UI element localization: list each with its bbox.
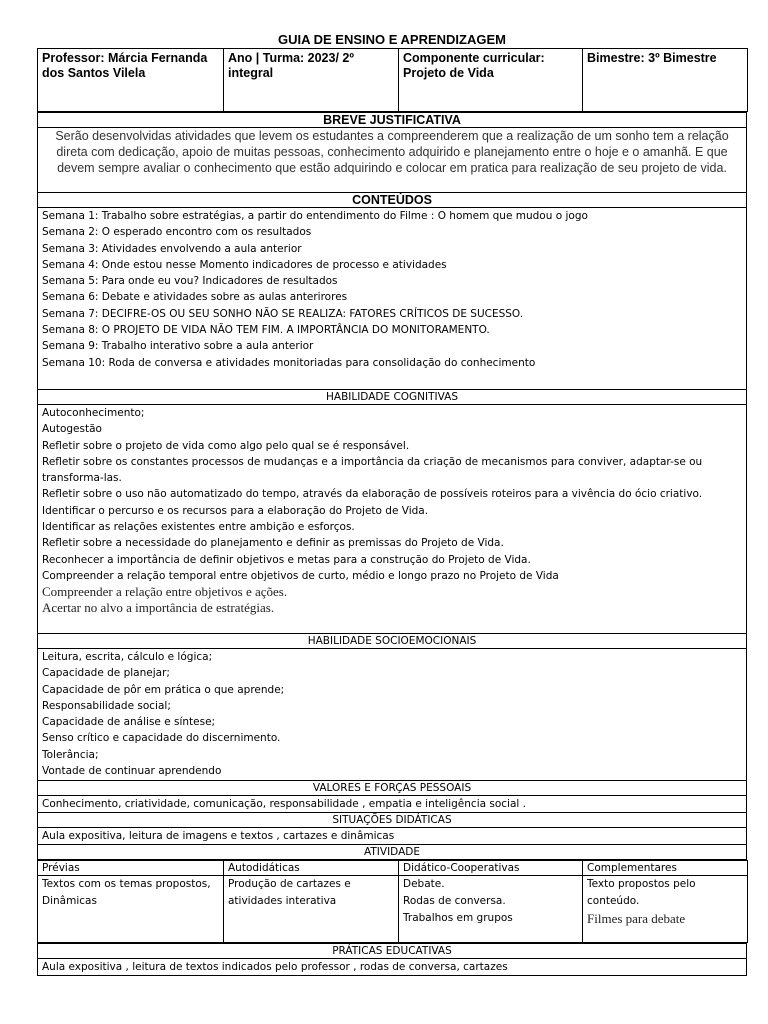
praticas-text: Aula expositiva , leitura de textos indicados pelo professor , rodas de conversa, cartazes xyxy=(38,959,747,976)
list-item: Refletir sobre os constantes processos de mudanças e a importância da criação de mecanismos para conviver, adaptar-se ou transforma-las. xyxy=(42,455,703,485)
list-item: Leitura, escrita, cálculo e lógica; xyxy=(42,651,213,663)
praticas-heading: PRÁTICAS EDUCATIVAS xyxy=(38,944,747,959)
habilidades-socioemocionais-heading: HABILIDADE SOCIOEMOCIONAIS xyxy=(38,634,747,649)
valores-text: Conhecimento, criatividade, comunicação, responsabilidade , empatia e inteligência social . xyxy=(38,796,747,813)
ano-turma-cell: Ano | Turma: 2023/ 2º integral xyxy=(224,49,399,112)
situacoes-text: Aula expositiva, leitura de imagens e textos , cartazes e dinâmicas xyxy=(38,828,747,845)
list-item: Semana 10: Roda de conversa e atividades monitoriadas para consolidação do conhecimento xyxy=(42,356,536,369)
list-item: Semana 1: Trabalho sobre estratégias, a partir do entendimento do Filme : O homem que mudou o jogo xyxy=(42,210,588,222)
valores-heading: VALORES E FORÇAS PESSOAIS xyxy=(38,781,747,796)
list-item: Tolerância; xyxy=(42,748,99,761)
list-item: Compreender a relação entre objetivos e ações. xyxy=(42,584,288,600)
habilidades-cognitivas-heading: HABILIDADE COGNITIVAS xyxy=(38,390,747,405)
list-item: Debate. xyxy=(403,878,445,890)
list-item: Rodas de conversa. xyxy=(403,895,506,907)
col-cooperativas: Didático-Cooperativas xyxy=(399,861,583,876)
list-item: Identificar as relações existentes entre ambição e esforços. xyxy=(42,521,355,534)
list-item: Refletir sobre o projeto de vida como algo pelo qual se é responsável. xyxy=(42,439,410,452)
list-item: Texto propostos pelo conteúdo. xyxy=(587,878,696,907)
list-item: Reconhecer a importância de definir objetivos e metas para a construção do Projeto de Vida. xyxy=(42,553,531,566)
main-table xyxy=(37,112,747,860)
document-title: GUIA DE ENSINO E APRENDIZAGEM xyxy=(277,32,506,47)
list-item: Autogestão xyxy=(42,423,102,436)
list-item: Semana 2: O esperado encontro com os resultados xyxy=(42,226,312,239)
praticas-table xyxy=(37,943,747,976)
componente-cell: Componente curricular: Projeto de Vida xyxy=(399,49,583,112)
conteudos-heading: CONTEÚDOS xyxy=(38,193,747,208)
list-item: Compreender a relação temporal entre objetivos de curto, médio e longo prazo no Projeto de Vida xyxy=(42,569,559,582)
list-item: Vontade de continuar aprendendo xyxy=(42,765,222,778)
list-item: Capacidade de planejar; xyxy=(42,667,170,680)
list-item: Filmes para debate xyxy=(587,911,686,926)
professor-cell: Professor: Márcia Fernanda dos Santos Vilela xyxy=(38,49,224,112)
bimestre-cell: Bimestre: 3º Bimestre xyxy=(583,49,748,112)
list-item: Identificar o percurso e os recursos para a elaboração do Projeto de Vida. xyxy=(42,504,429,517)
col-complementares: Complementares xyxy=(583,861,748,876)
header-table xyxy=(37,48,748,112)
list-item: Textos com os temas propostos, xyxy=(42,878,211,890)
list-item: Acertar no alvo a importância de estratégias. xyxy=(42,600,275,616)
list-item: Semana 7: DECIFRE-OS OU SEU SONHO NÃO SE REALIZA: FATORES CRÍTICOS DE SUCESSO. xyxy=(42,307,524,320)
list-item: Refletir sobre o uso não automatizado do tempo, através da elaboração de possíveis roteiros para a vivência do ócio criativo. xyxy=(42,488,703,501)
cooperativas-cell xyxy=(399,876,583,943)
list-item: Semana 3: Atividades envolvendo a aula anterior xyxy=(42,242,302,255)
justificativa-text: Serão desenvolvidas atividades que levem os estudantes a compreenderem que a realização de um sonho tem a relação direta com dedicação, apoio de muitas pessoas, conhecimento adquirido e planejamento entre o hoje e o amanhã. E que devem sempre avaliar o conhecimento que estão adquirindo e colocar em pratica para realização de seu projeto de vida. xyxy=(38,128,747,193)
list-item: Dinâmicas xyxy=(42,895,97,907)
list-item: Semana 4: Onde estou nesse Momento indicadores de processo e atividades xyxy=(42,258,447,271)
list-item: Semana 6: Debate e atividades sobre as aulas anterirores xyxy=(42,291,348,304)
list-item: Capacidade de pôr em prática o que aprende; xyxy=(42,683,285,696)
habilidades-socioemocionais-list xyxy=(38,649,747,781)
list-item: Trabalhos em grupos xyxy=(403,912,513,924)
document-page xyxy=(37,32,747,976)
situacoes-heading: SITUAÇÕES DIDÁTICAS xyxy=(38,813,747,828)
list-item: Semana 5: Para onde eu vou? Indicadores de resultados xyxy=(42,275,338,288)
conteudos-list xyxy=(38,208,747,390)
list-item: Senso crítico e capacidade do discernimento. xyxy=(42,732,281,745)
autodidaticas-cell xyxy=(224,876,399,943)
col-previas: Prévias xyxy=(38,861,224,876)
justificativa-heading: BREVE JUSTIFICATIVA xyxy=(38,113,747,128)
list-item: Capacidade de análise e síntese; xyxy=(42,716,216,729)
list-item: Semana 9: Trabalho interativo sobre a aula anterior xyxy=(42,340,314,353)
habilidades-cognitivas-list xyxy=(38,405,747,634)
list-item: Produção de cartazes e atividades interativa xyxy=(228,878,351,907)
atividade-heading: ATIVIDADE xyxy=(38,845,747,860)
atividade-table xyxy=(37,860,748,943)
previas-cell xyxy=(38,876,224,943)
list-item: Responsabilidade social; xyxy=(42,699,171,712)
list-item: Semana 8: O PROJETO DE VIDA NÃO TEM FIM. A IMPORTÂNCIA DO MONITORAMENTO. xyxy=(42,324,490,337)
complementares-cell xyxy=(583,876,748,943)
list-item: Autoconhecimento; xyxy=(42,407,145,419)
col-autodidaticas: Autodidáticas xyxy=(224,861,399,876)
list-item: Refletir sobre a necessidade do planejamento e definir as premissas do Projeto de Vida. xyxy=(42,537,504,550)
